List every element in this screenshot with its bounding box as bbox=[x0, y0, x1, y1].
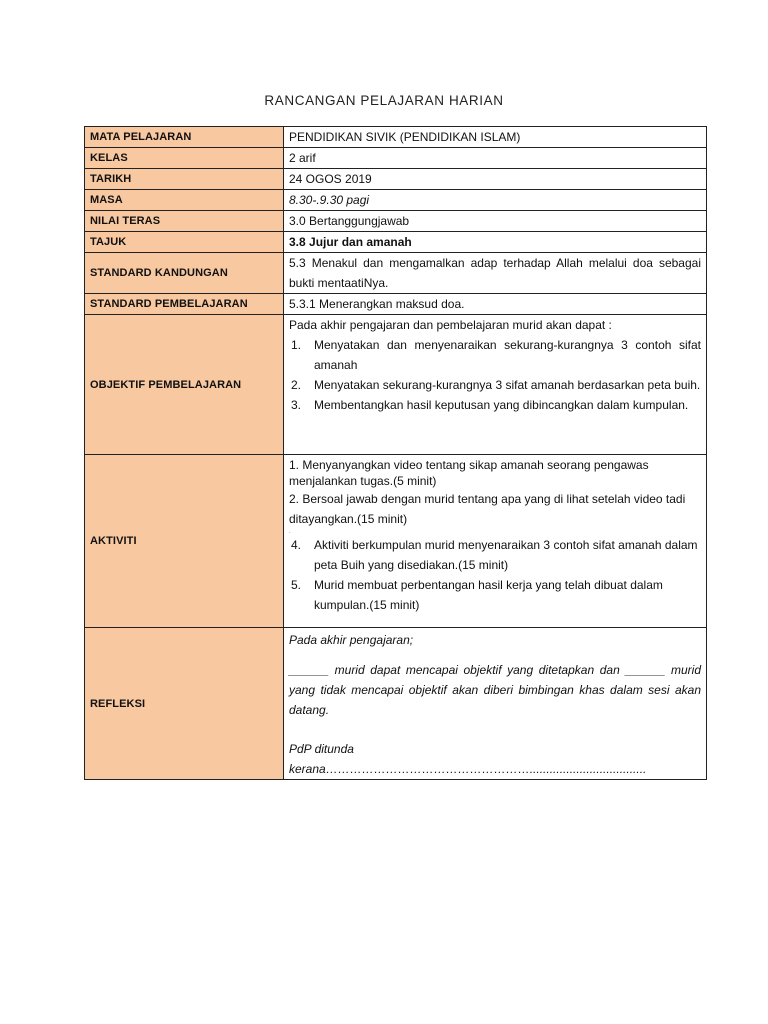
row-nilai-teras bbox=[85, 211, 707, 232]
value-standard-kandungan: 5.3 Menakul dan mengamalkan adap terhadap Allah melalui doa sebagai bukti mentaatiNya. bbox=[284, 253, 707, 294]
row-mata-pelajaran bbox=[85, 127, 707, 148]
label-standard-pembelajaran: STANDARD PEMBELAJARAN bbox=[85, 294, 284, 315]
value-tajuk: 3.8 Jujur dan amanah bbox=[284, 232, 707, 253]
refleksi-line-2: ______ murid dapat mencapai objektif yang ditetapkan dan ______ murid yang tidak mencapai objektif akan diberi bimbingan khas dalam sesi akan datang. bbox=[289, 663, 701, 717]
item-text: Murid membuat perbentangan hasil kerja yang telah dibuat dalam kumpulan.(15 minit) bbox=[314, 578, 663, 612]
item-number: 4. bbox=[291, 538, 302, 552]
item-number: 1. bbox=[291, 338, 302, 352]
value-objektif bbox=[284, 315, 707, 455]
label-kelas: KELAS bbox=[85, 148, 284, 169]
objektif-intro: Pada akhir pengajaran dan pembelajaran murid akan dapat : bbox=[289, 318, 612, 332]
list-item bbox=[289, 335, 701, 375]
label-aktiviti: AKTIVITI bbox=[85, 455, 284, 628]
row-standard-pembelajaran bbox=[85, 294, 707, 315]
row-refleksi bbox=[85, 628, 707, 780]
list-item bbox=[289, 395, 701, 415]
value-masa: 8.30-.9.30 pagi bbox=[284, 190, 707, 211]
row-tarikh bbox=[85, 169, 707, 190]
label-mata-pelajaran: MATA PELAJARAN bbox=[85, 127, 284, 148]
list-item bbox=[289, 575, 701, 615]
item-text: Membentangkan hasil keputusan yang dibincangkan dalam kumpulan. bbox=[314, 398, 689, 412]
value-standard-pembelajaran: 5.3.1 Menerangkan maksud doa. bbox=[284, 294, 707, 315]
item-number: 5. bbox=[291, 578, 302, 592]
objektif-list bbox=[289, 335, 701, 415]
value-refleksi bbox=[284, 628, 707, 780]
label-objektif: OBJEKTIF PEMBELAJARAN bbox=[85, 315, 284, 455]
aktiviti-line-2: 2. Bersoal jawab dengan murid tentang apa yang di lihat setelah video tadi ditayangkan.(15 minit) bbox=[289, 492, 686, 526]
item-text: Menyatakan dan menyenaraikan sekurang-kurangnya 3 contoh sifat amanah bbox=[314, 338, 701, 372]
row-standard-kandungan bbox=[85, 253, 707, 294]
row-objektif bbox=[85, 315, 707, 455]
item-text: Aktiviti berkumpulan murid menyenaraikan 3 contoh sifat amanah dalam peta Buih yang disediakan.(15 minit) bbox=[314, 538, 698, 572]
item-number: 3. bbox=[291, 398, 302, 412]
item-number: 2. bbox=[291, 378, 302, 392]
label-standard-kandungan: STANDARD KANDUNGAN bbox=[85, 253, 284, 294]
page-title: RANCANGAN PELAJARAN HARIAN bbox=[264, 93, 504, 108]
label-tajuk: TAJUK bbox=[85, 232, 284, 253]
aktiviti-list bbox=[289, 535, 701, 615]
aktiviti-line-1: 1. Menyanyangkan video tentang sikap amanah seorang pengawas menjalankan tugas.(5 minit) bbox=[289, 458, 649, 488]
label-refleksi: REFLEKSI bbox=[85, 628, 284, 780]
label-masa: MASA bbox=[85, 190, 284, 211]
lesson-plan-table bbox=[84, 126, 707, 780]
value-aktiviti bbox=[284, 455, 707, 628]
row-kelas bbox=[85, 148, 707, 169]
value-mata-pelajaran: PENDIDIKAN SIVIK (PENDIDIKAN ISLAM) bbox=[284, 127, 707, 148]
value-nilai-teras: 3.0 Bertanggungjawab bbox=[284, 211, 707, 232]
aktiviti-dot: . bbox=[289, 529, 291, 535]
row-tajuk bbox=[85, 232, 707, 253]
row-aktiviti bbox=[85, 455, 707, 628]
list-item bbox=[289, 535, 701, 575]
label-nilai-teras: NILAI TERAS bbox=[85, 211, 284, 232]
refleksi-line-1: Pada akhir pengajaran; bbox=[289, 633, 414, 647]
item-text: Menyatakan sekurang-kurangnya 3 sifat amanah berdasarkan peta buih. bbox=[314, 378, 701, 392]
list-item bbox=[289, 375, 701, 395]
refleksi-line-3: PdP ditunda kerana……………………………………………................................... bbox=[289, 742, 647, 776]
value-tarikh: 24 OGOS 2019 bbox=[284, 169, 707, 190]
value-kelas: 2 arif bbox=[284, 148, 707, 169]
label-tarikh: TARIKH bbox=[85, 169, 284, 190]
row-masa bbox=[85, 190, 707, 211]
